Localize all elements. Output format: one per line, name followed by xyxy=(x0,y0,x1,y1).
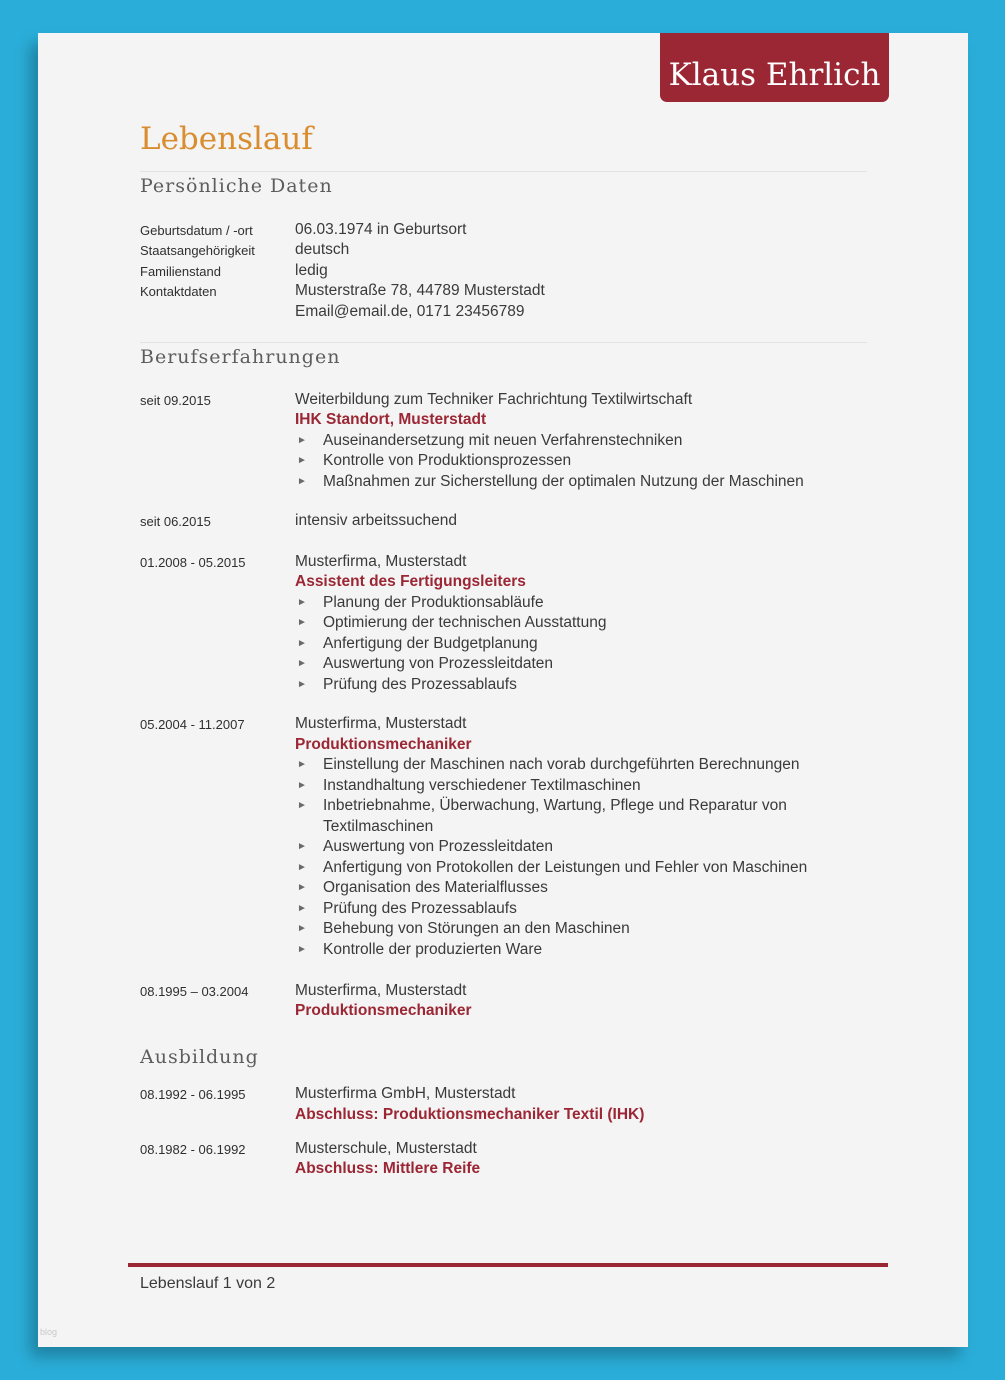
bullet-arrow-icon: ► xyxy=(297,800,307,811)
document-title: Lebenslauf xyxy=(140,121,313,157)
section-title-personal: Persönliche Daten xyxy=(140,175,333,197)
experience-bullet: Behebung von Störungen an den Maschinen xyxy=(323,920,630,937)
bullet-arrow-icon: ► xyxy=(297,455,307,466)
section-title-education: Ausbildung xyxy=(140,1046,259,1068)
section-title-experience: Berufserfahrungen xyxy=(140,346,341,368)
education-title: Musterfirma GmbH, Musterstadt xyxy=(295,1085,516,1102)
experience-bullet-continuation: Textilmaschinen xyxy=(323,818,434,835)
section-divider xyxy=(140,171,867,172)
experience-date: seit 09.2015 xyxy=(140,393,211,408)
education-role: Abschluss: Mittlere Reife xyxy=(295,1160,481,1177)
experience-bullet: Auswertung von Prozessleitdaten xyxy=(323,655,554,672)
experience-bullet: Organisation des Materialflusses xyxy=(323,879,548,896)
resume-page xyxy=(38,33,968,1347)
education-title: Musterschule, Musterstadt xyxy=(295,1140,477,1157)
experience-date: 08.1995 – 03.2004 xyxy=(140,984,249,999)
experience-bullet: Optimierung der technischen Ausstattung xyxy=(323,614,607,631)
label-marital: Familienstand xyxy=(140,264,221,279)
watermark: blog xyxy=(40,1327,58,1337)
experience-role: Assistent des Fertigungsleiters xyxy=(295,573,526,590)
value-address: Musterstraße 78, 44789 Musterstadt xyxy=(295,282,545,299)
bullet-arrow-icon: ► xyxy=(297,882,307,893)
bullet-arrow-icon: ► xyxy=(297,944,307,955)
experience-bullet: Anfertigung von Protokollen der Leistungen und Fehler von Maschinen xyxy=(323,859,808,876)
label-contact: Kontaktdaten xyxy=(140,284,217,299)
education-date: 08.1992 - 06.1995 xyxy=(140,1087,246,1102)
experience-title: intensiv arbeitssuchend xyxy=(295,512,457,529)
experience-bullet: Instandhaltung verschiedener Textilmaschinen xyxy=(323,777,641,794)
bullet-arrow-icon: ► xyxy=(297,841,307,852)
bullet-arrow-icon: ► xyxy=(297,597,307,608)
footer-page-count: Lebenslauf 1 von 2 xyxy=(140,1275,276,1292)
value-birth: 06.03.1974 in Geburtsort xyxy=(295,221,467,238)
experience-bullet: Planung der Produktionsabläufe xyxy=(323,594,544,611)
bullet-arrow-icon: ► xyxy=(297,435,307,446)
footer-line xyxy=(128,1263,888,1267)
experience-title: Musterfirma, Musterstadt xyxy=(295,982,467,999)
value-email-phone: Email@email.de, 0171 23456789 xyxy=(295,303,525,320)
bullet-arrow-icon: ► xyxy=(297,658,307,669)
name-tab: Klaus Ehrlich xyxy=(660,33,889,102)
bullet-arrow-icon: ► xyxy=(297,903,307,914)
experience-bullet: Maßnahmen zur Sicherstellung der optimalen Nutzung der Maschinen xyxy=(323,473,804,490)
experience-bullet: Inbetriebnahme, Überwachung, Wartung, Pflege und Reparatur von xyxy=(323,797,787,814)
experience-role: Produktionsmechaniker xyxy=(295,1002,472,1019)
bullet-arrow-icon: ► xyxy=(297,476,307,487)
experience-bullet: Anfertigung der Budgetplanung xyxy=(323,635,538,652)
experience-bullet: Prüfung des Prozessablaufs xyxy=(323,676,517,693)
bullet-arrow-icon: ► xyxy=(297,638,307,649)
experience-role: IHK Standort, Musterstadt xyxy=(295,411,487,428)
bullet-arrow-icon: ► xyxy=(297,780,307,791)
experience-title: Musterfirma, Musterstadt xyxy=(295,553,467,570)
education-date: 08.1982 - 06.1992 xyxy=(140,1142,246,1157)
label-nationality: Staatsangehörigkeit xyxy=(140,243,255,258)
experience-date: 05.2004 - 11.2007 xyxy=(140,717,245,732)
bullet-arrow-icon: ► xyxy=(297,862,307,873)
experience-bullet: Kontrolle der produzierten Ware xyxy=(323,941,543,958)
experience-bullet: Auseinandersetzung mit neuen Verfahrenstechniken xyxy=(323,432,683,449)
bullet-arrow-icon: ► xyxy=(297,759,307,770)
education-role: Abschluss: Produktionsmechaniker Textil (IHK) xyxy=(295,1106,645,1123)
value-marital: ledig xyxy=(295,262,328,279)
experience-title: Weiterbildung zum Techniker Fachrichtung Textilwirtschaft xyxy=(295,391,693,408)
section-divider xyxy=(140,342,867,343)
value-nationality: deutsch xyxy=(295,241,350,258)
bullet-arrow-icon: ► xyxy=(297,923,307,934)
experience-role: Produktionsmechaniker xyxy=(295,736,472,753)
experience-bullet: Prüfung des Prozessablaufs xyxy=(323,900,517,917)
experience-bullet: Auswertung von Prozessleitdaten xyxy=(323,838,554,855)
experience-bullet: Kontrolle von Produktionsprozessen xyxy=(323,452,572,469)
experience-date: seit 06.2015 xyxy=(140,514,211,529)
experience-date: 01.2008 - 05.2015 xyxy=(140,555,246,570)
bullet-arrow-icon: ► xyxy=(297,617,307,628)
bullet-arrow-icon: ► xyxy=(297,679,307,690)
experience-bullet: Einstellung der Maschinen nach vorab durchgeführten Berechnungen xyxy=(323,756,800,773)
label-birth: Geburtsdatum / -ort xyxy=(140,223,253,238)
experience-title: Musterfirma, Musterstadt xyxy=(295,715,467,732)
